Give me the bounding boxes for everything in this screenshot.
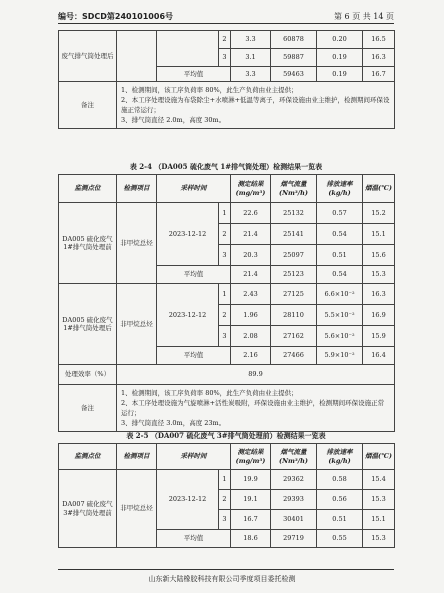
table-row: DA007 硫化废气 3#排气筒处理前 非甲烷总烃 2023-12-12 1 19.9 29362 0.58 15.4 xyxy=(59,470,395,490)
table-row: 3 2.08 27162 5.6×10⁻² 15.9 xyxy=(59,326,395,347)
page-number: 第 6 页 共 14 页 xyxy=(334,12,394,21)
remarks-row: 备注 1、检测期间，该工序负荷率 80%，此生产负荷由业主提供； 2、本工序处理设施为布袋除尘+水喷淋+低温等离子，环保设施由业主维护，检测期间环保设施正常运行； 3、排气筒直径 2.0m，高度 30m。 xyxy=(59,82,395,129)
table-row: 3 20.3 25097 0.51 15.6 xyxy=(59,245,395,266)
remarks: 1、检测期间，该工序负荷率 80%，此生产负荷由业主提供； 2、本工序处理设施为布袋除尘+水喷淋+低温等离子，环保设施由业主维护，检测期间环保设施正常运行； 3、排气筒直径 2.0m，高度 30m。 xyxy=(117,82,395,129)
document-number: 编号：SDCD第240101006号 xyxy=(58,12,174,21)
average-row: 平均值 18.6 29719 0.55 15.3 xyxy=(59,530,395,548)
average-row: 平均值 3.3 59463 0.19 16.7 xyxy=(59,67,395,82)
footer-rule xyxy=(58,569,394,570)
results-table-da007 xyxy=(58,443,395,548)
page-footer: 山东新大陆橡胶科技有限公司季度项目委托检测 xyxy=(148,575,296,583)
results-table-da005 xyxy=(58,174,395,432)
table-row: 2 1.96 28110 5.5×10⁻² 16.9 xyxy=(59,305,395,326)
table-row: 2 19.1 29393 0.56 15.3 xyxy=(59,490,395,510)
table-row: 3 16.7 30401 0.51 15.1 xyxy=(59,510,395,530)
table-row: 废气排气筒处理后 2 3.3 60878 0.20 16.5 xyxy=(59,31,395,49)
table-header: 监测点位 检测项目 采样时间 测定结果(mg/m³) 烟气流量(Nm³/h) 排放速率(kg/h) 烟温(℃) xyxy=(59,175,395,203)
remarks: 1、检测期间，该工序负荷率 80%，此生产负荷由业主提供； 2、本工序处理设施为气旋喷淋+活性炭吸附，环保设施由业主维护，检测期间环保设施正常运行； 3、排气筒直径 3.0m，高度 23m。 xyxy=(117,385,395,432)
table-header: 监测点位 检测项目 采样时间 测定结果(mg/m³) 烟气流量(Nm³/h) 排放速率(kg/h) 烟温(℃) xyxy=(59,444,395,470)
table-row: 3 3.1 59887 0.19 16.3 xyxy=(59,49,395,67)
monitor-point: 废气排气筒处理后 xyxy=(59,31,117,82)
page-header xyxy=(58,6,394,22)
header-rule xyxy=(58,23,394,24)
table-row: 2 21.4 25141 0.54 15.1 xyxy=(59,224,395,245)
table-continued xyxy=(58,30,395,129)
remarks-row: 备注 1、检测期间，该工序负荷率 80%，此生产负荷由业主提供； 2、本工序处理设施为气旋喷淋+活性炭吸附，环保设施由业主维护，检测期间环保设施正常运行； 3、排气筒直径 3.0m，高度 23m。 xyxy=(59,385,395,432)
efficiency-row: 处理效率（%） 89.9 xyxy=(59,365,395,385)
table-caption: 表 2-5 （DA007 硫化废气 3#排气筒处理前）检测结果一览表 xyxy=(126,431,326,440)
average-row: 平均值 21.4 25123 0.54 15.3 xyxy=(59,266,395,284)
table-row: DA005 硫化废气 1#排气筒处理后 非甲烷总烃 2023-12-12 1 2.43 27125 6.6×10⁻² 16.3 xyxy=(59,284,395,305)
table-caption: 表 2-4 （DA005 硫化废气 1#排气筒处理）检测结果一览表 xyxy=(129,162,323,171)
average-row: 平均值 2.16 27466 5.9×10⁻² 16.4 xyxy=(59,347,395,365)
table-row: DA005 硫化废气 1#排气筒处理前 非甲烷总烃 2023-12-12 1 22.6 25132 0.57 15.2 xyxy=(59,203,395,224)
